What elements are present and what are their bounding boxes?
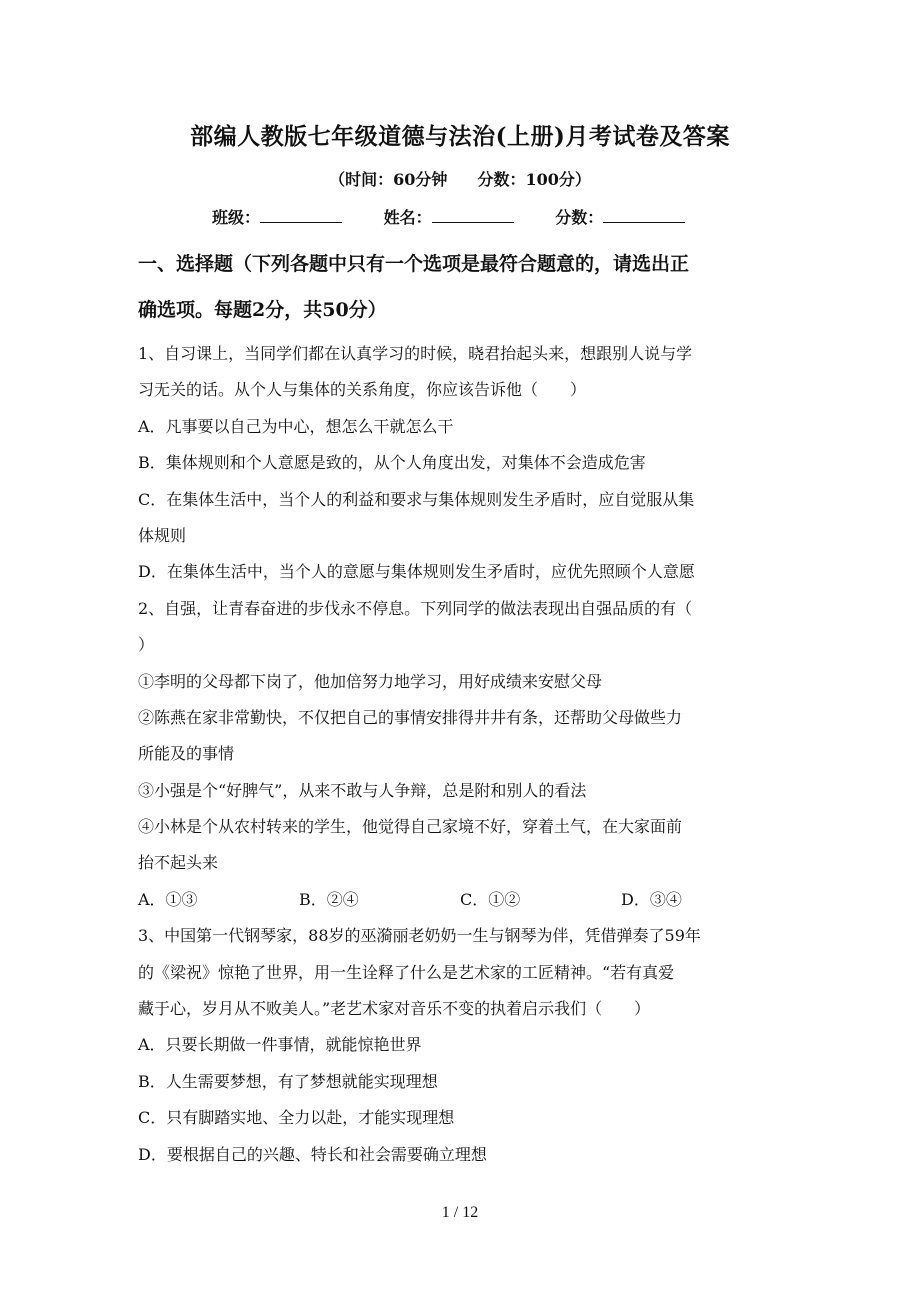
q3-stem-line-3: 藏于心，岁月从不败美人。”老艺术家对音乐不变的执着启示我们（ ） — [138, 999, 651, 1019]
q3-stem-line-1: 3、中国第一代钢琴家，88岁的巫漪丽老奶奶一生与钢琴为伴，凭借弹奏了59年 — [138, 926, 701, 946]
q2-option-c: C．①② — [460, 889, 521, 909]
score-blank[interactable] — [603, 208, 685, 223]
q2-item-3: ③小强是个“好脾气”，从来不敢与人争辩，总是附和别人的看法 — [138, 780, 587, 800]
student-info-fields — [212, 205, 721, 228]
name-field[interactable] — [384, 205, 514, 228]
q2-option-b: B．②④ — [299, 889, 359, 909]
q1-option-c-line-1: C．在集体生活中，当个人的利益和要求与集体规则发生矛盾时，应自觉服从集 — [138, 489, 695, 509]
q2-option-d: D．③④ — [621, 889, 682, 909]
exam-time: （时间：60分钟 — [329, 170, 448, 189]
name-label: 姓名： — [383, 208, 432, 227]
exam-meta — [0, 167, 920, 190]
q2-item-4-line-1: ④小林是个从农村转来的学生，他觉得自己家境不好，穿着土气，在大家面前 — [138, 817, 683, 837]
q2-item-2-line-1: ②陈燕在家非常勤快，不仅把自己的事情安排得井井有条，还帮助父母做些力 — [138, 707, 683, 727]
q1-stem-line-1: 1、自习课上，当同学们都在认真学习的时候，晓君抬起头来，想跟别人说与学 — [138, 344, 693, 363]
exam-total-score: 分数：100分） — [477, 170, 591, 189]
q1-option-c-line-2: 体规则 — [138, 525, 187, 545]
questions — [138, 336, 783, 1173]
section-heading-line-2: 确选项。每题2分，共50分） — [138, 299, 387, 321]
section-heading-line-1: 一、选择题（下列各题中只有一个选项是最符合题意的，请选出正 — [138, 253, 690, 275]
q1-option-b: B．集体规则和个人意愿是致的，从个人角度出发，对集体不会造成危害 — [138, 453, 646, 473]
page-title: 部编人教版七年级道德与法治(上册)月考试卷及答案 — [190, 123, 730, 150]
q2-stem-line-1: 2、自强，让青春奋进的步伐永不停息。下列同学的做法表现出自强品质的有（ — [138, 598, 693, 618]
q1-stem-line-2: 习无关的话。从个人与集体的关系角度，你应该告诉他（ ） — [138, 380, 587, 400]
q3-option-d: D．要根据自己的兴趣、特长和社会需要确立理想 — [138, 1144, 487, 1164]
q2-item-2-line-2: 所能及的事情 — [138, 744, 235, 764]
q1-option-a: A．凡事要以自己为中心，想怎么干就怎么干 — [138, 416, 454, 436]
score-field[interactable] — [555, 205, 685, 228]
score-label: 分数： — [555, 208, 604, 227]
q1-option-d: D．在集体生活中，当个人的意愿与集体规则发生矛盾时，应优先照顾个人意愿 — [138, 562, 695, 582]
q3-option-c: C．只有脚踏实地、全力以赴，才能实现理想 — [138, 1108, 455, 1128]
q2-stem-line-2: ） — [138, 635, 155, 655]
q3-option-b: B．人生需要梦想，有了梦想就能实现理想 — [138, 1071, 438, 1091]
q2-options — [138, 882, 783, 918]
q3-stem-line-2: 的《梁祝》惊艳了世界，用一生诠释了什么是艺术家的工匠精神。“若有真爱 — [138, 962, 675, 982]
class-blank[interactable] — [260, 208, 342, 223]
class-field[interactable] — [212, 205, 342, 228]
class-label: 班级： — [212, 208, 261, 227]
q3-option-a: A．只要长期做一件事情，就能惊艳世界 — [138, 1035, 422, 1055]
page-number: 1 / 12 — [441, 1204, 479, 1221]
section-heading — [138, 241, 782, 333]
q2-option-a: A．①③ — [138, 889, 198, 909]
q2-item-1: ①李明的父母都下岗了，他加倍努力地学习，用好成绩来安慰父母 — [138, 671, 603, 691]
name-blank[interactable] — [432, 208, 514, 223]
q2-item-4-line-2: 抬不起头来 — [138, 853, 219, 873]
